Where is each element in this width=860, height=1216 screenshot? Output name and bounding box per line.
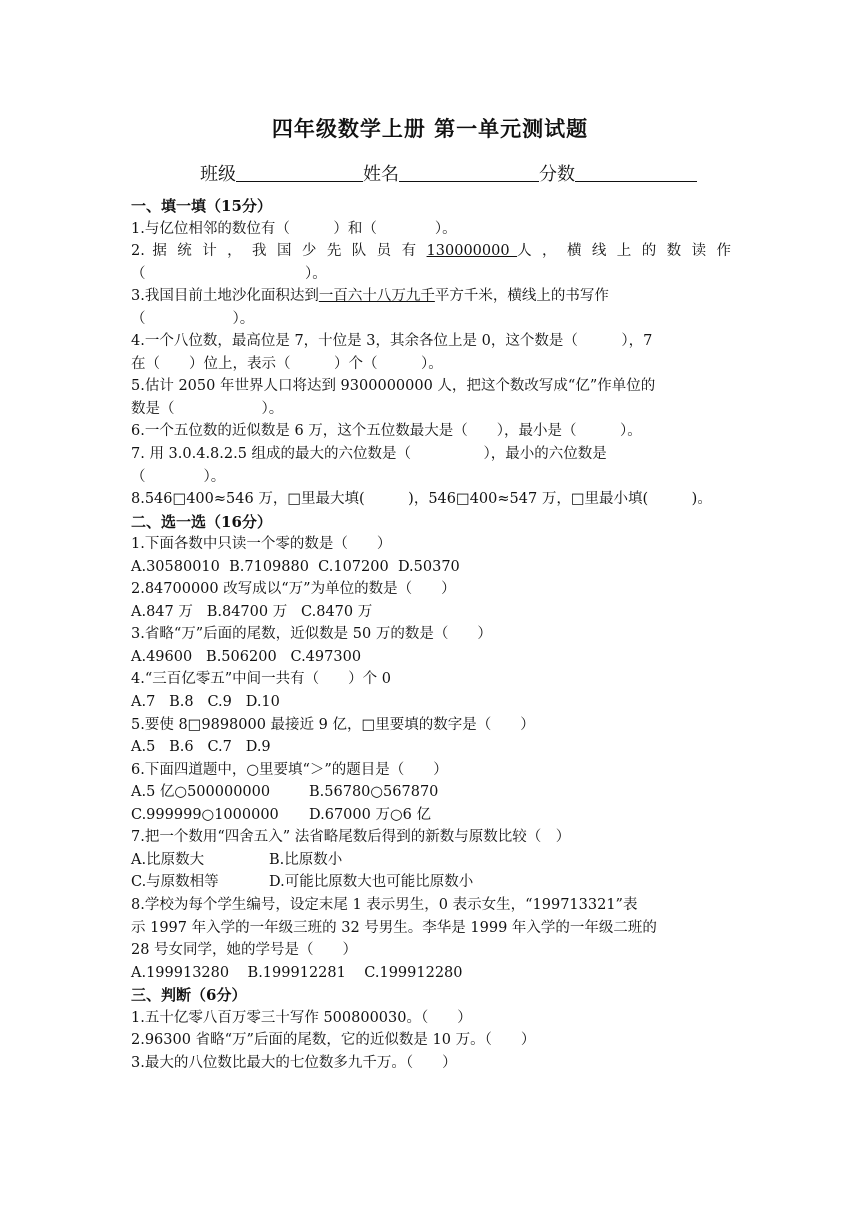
question-2-3: 3.省略“万”后面的尾数，近似数是 50 万的数是（ ）	[131, 626, 492, 643]
option: D.50370	[397, 558, 460, 575]
question-1-8: 8.546□400≈546 万，□里最大填( )，546□400≈547 万，□里最小填( )。	[131, 491, 712, 508]
option: C.107200	[318, 558, 389, 575]
question-1-1: 1.与亿位相邻的数位有（ ）和（ ）。	[131, 220, 457, 237]
question-2-4: 4.“三百亿零五”中间一共有（ ）个 0	[131, 671, 391, 688]
question-2-2-options	[131, 601, 731, 624]
score-label: 分数	[539, 164, 575, 185]
option: A.5	[131, 739, 156, 756]
option: D.9	[245, 739, 271, 756]
name-label: 姓名	[363, 164, 399, 185]
question-2-6: 6.下面四道题中，○里要填“＞”的题目是（ ）	[131, 761, 448, 778]
option: D.67000 万○6 亿	[309, 806, 431, 823]
option: C.999999○1000000	[131, 806, 279, 823]
option: C.497300	[290, 648, 362, 665]
question-1-7-line2: （ ）。	[131, 468, 226, 485]
option: B.506200	[206, 648, 277, 665]
option: B.7109880	[229, 558, 309, 575]
question-1-2-line2: （ ）。	[131, 265, 327, 282]
option: A.847 万	[131, 603, 193, 620]
option: A.199913280	[131, 964, 230, 981]
q3-suffix: 平方千米，横线上的书写作	[434, 288, 609, 305]
option: B.8	[169, 694, 194, 711]
option: A.30580010	[131, 558, 220, 575]
option: A.比原数大	[131, 851, 205, 868]
question-1-5-line2: 数是（ ）。	[131, 400, 284, 417]
question-2-6-options-row1	[131, 781, 731, 804]
name-blank[interactable]	[399, 163, 539, 182]
option: B.比原数小	[269, 851, 343, 868]
q2-suffix: 人 ， 横 线 上 的 数 读 作	[517, 243, 731, 260]
q2-prefix: 2. 据 统 计 ， 我 国 少 先 队 员 有	[131, 243, 427, 260]
question-2-8-options	[131, 962, 731, 985]
section-heading-choose: 二、选一选（16分）	[131, 512, 272, 531]
option: C.与原数相等	[131, 874, 219, 891]
option: B.56780○567870	[309, 784, 439, 801]
question-2-2: 2.84700000 改写成以“万”为单位的数是（ ）	[131, 581, 456, 598]
question-1-3-line1	[131, 285, 731, 308]
question-2-7-options-row1	[131, 849, 731, 872]
question-1-7-line1: 7. 用 3.0.4.8.2.5 组成的最大的六位数是（ ），最小的六位数是	[131, 446, 607, 463]
option: A.5 亿○500000000	[131, 784, 271, 801]
option: D.可能比原数大也可能比原数小	[269, 874, 474, 891]
question-1-5-line1: 5.估计 2050 年世界人口将达到 9300000000 人，把这个数改写成“亿”作单位的	[131, 378, 656, 395]
question-2-8-line3: 28 号女同学，她的学号是（ ）	[131, 942, 358, 959]
class-label: 班级	[200, 164, 236, 185]
option: B.199912281	[247, 964, 346, 981]
question-1-4-line1: 4.一个八位数，最高位是 7，十位是 3，其余各位上是 0，这个数是（ ），7	[131, 333, 653, 350]
q3-prefix: 3.我国目前土地沙化面积达到	[131, 288, 319, 305]
question-1-4-line2: 在（ ）位上，表示（ ）个（ ）。	[131, 355, 443, 372]
question-1-6: 6.一个五位数的近似数是 6 万，这个五位数最大是（ ），最小是（ ）。	[131, 423, 642, 440]
question-2-3-options	[131, 646, 731, 669]
question-3-1: 1.五十亿零八百万零三十写作 500800030。（ ）	[131, 1009, 472, 1026]
question-2-1: 1.下面各数中只读一个零的数是（ ）	[131, 536, 392, 553]
question-2-5-options	[131, 736, 731, 759]
score-blank[interactable]	[575, 163, 697, 182]
option: C.199912280	[364, 964, 463, 981]
option: D.10	[245, 694, 280, 711]
option: C.7	[207, 739, 232, 756]
question-3-3: 3.最大的八位数比最大的七位数多九千万。（ ）	[131, 1054, 457, 1071]
question-2-7: 7.把一个数用“四舍五入” 法省略尾数后得到的新数与原数比较（ ）	[131, 829, 571, 846]
option: B.6	[169, 739, 194, 756]
option: A.49600	[131, 648, 193, 665]
student-info-line	[200, 160, 697, 186]
q2-underlined-number: 130000000	[426, 243, 518, 260]
question-1-2-line1	[131, 240, 731, 263]
question-2-8-line1: 8.学校为每个学生编号，设定末尾 1 表示男生，0 表示女生，“199713321”表	[131, 896, 638, 913]
section-heading-fill: 一、填一填（15分）	[131, 197, 272, 215]
option: A.7	[131, 694, 156, 711]
question-1-3-line2: （ ）。	[131, 310, 255, 327]
question-3-2: 2.96300 省略“万”后面的尾数，它的近似数是 10 万。（ ）	[131, 1032, 536, 1049]
question-2-7-options-row2	[131, 871, 731, 894]
worksheet-content	[131, 195, 731, 1074]
question-2-1-options	[131, 556, 731, 579]
option: C.8470 万	[301, 603, 373, 620]
q3-underlined-number: 一百六十八万九千	[318, 288, 435, 305]
page-title: 四年级数学上册 第一单元测试题	[271, 116, 589, 141]
question-2-5: 5.要使 8□9898000 最接近 9 亿，□里要填的数字是（ ）	[131, 716, 535, 733]
question-2-4-options	[131, 691, 731, 714]
question-2-6-options-row2	[131, 804, 731, 827]
question-2-8-line2: 示 1997 年入学的一年级三班的 32 号男生。李华是 1999 年入学的一年级二班的	[131, 919, 657, 936]
section-heading-judge: 三、判断（6分）	[131, 986, 247, 1005]
class-blank[interactable]	[236, 163, 363, 182]
option: C.9	[207, 694, 232, 711]
option: B.84700 万	[206, 603, 288, 620]
